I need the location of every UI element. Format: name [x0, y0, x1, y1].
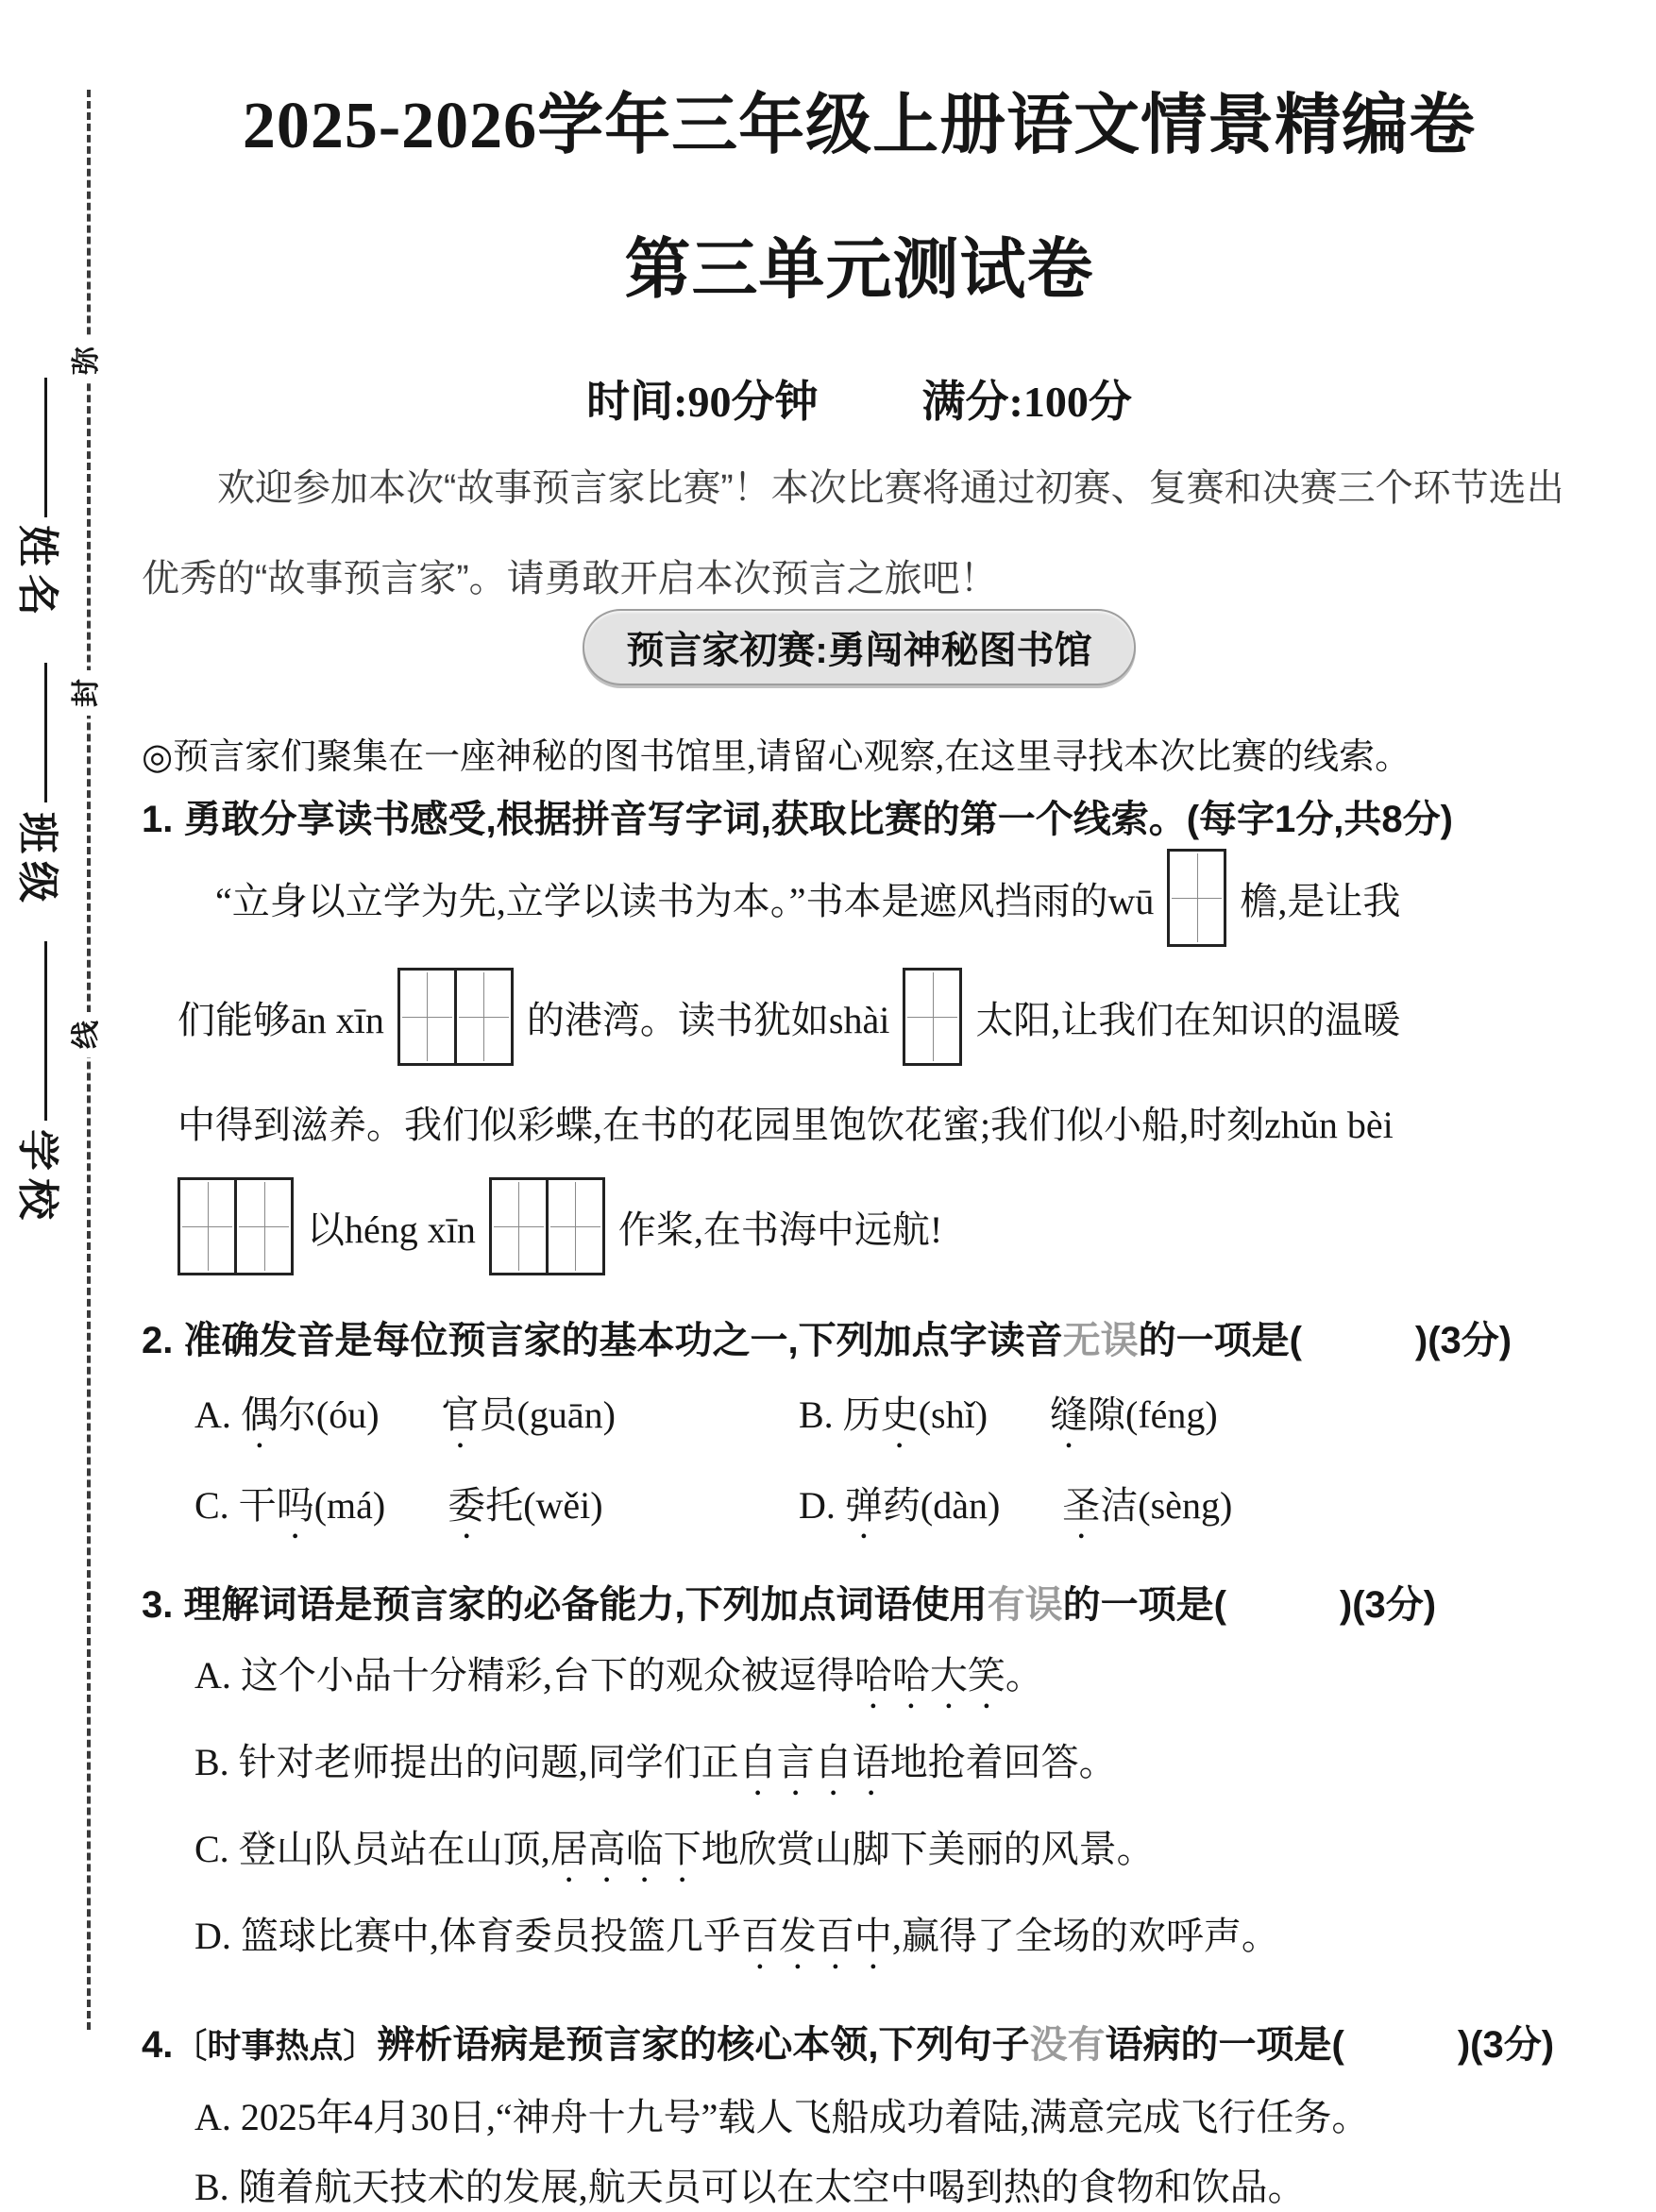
page-subtitle: 第三单元测试卷: [624, 234, 1094, 307]
writing-grid-shai: [903, 968, 962, 1066]
q3-stem-text: 3. 理解词语是预言家的必备能力,下列加点词语使用: [142, 1584, 988, 1626]
question-1-body: [177, 845, 1577, 1285]
q4-stem-text: 辨析语病是预言家的核心本领,下列句子: [377, 2024, 1030, 2066]
q1-text: 檐,是让我: [1240, 879, 1401, 922]
question-1-stem: 1. 勇敢分享读书感受,根据拼音写字词,获取比赛的第一个线索。(每字1分,共8分): [142, 799, 1453, 840]
exam-meta-row: [142, 367, 1577, 430]
q4-stem-text-end: 语病的一项是( )(3分): [1105, 2024, 1555, 2066]
q1-text: 的港湾。读书犹如shài: [526, 998, 890, 1041]
q3-stem-highlight: 有误: [987, 1584, 1063, 1626]
q2-stem-text-end: 的一项是( )(3分): [1138, 1320, 1512, 1361]
q1-line-4: [177, 1168, 1577, 1285]
q4-stem-number: 4.: [142, 2024, 174, 2066]
section-note: ◎预言家们聚集在一座神秘的图书馆里,请留心观察,在这里寻找本次比赛的线索。: [142, 737, 1411, 777]
exam-content: [142, 90, 1577, 2212]
q3-option-d: D. 篮球比赛中,体育委员投篮几乎百发百中,赢得了全场的欢呼声。: [194, 1915, 1279, 1957]
q4-option-b: B. 随着航天技术的发展,航天员可以在太空中喝到热的食物和饮品。: [194, 2166, 1306, 2208]
q2-option-row-1: [194, 1391, 1577, 1457]
q1-text: 们能够ān xīn: [177, 998, 384, 1041]
q3-option-b: B. 针对老师提出的问题,同学们正自言自语地抢着回答。: [194, 1741, 1117, 1783]
q4-topic-tag: 〔时事热点〕: [173, 2027, 378, 2065]
writing-grid-anxin: [397, 968, 514, 1066]
writing-grid-zhunbei: [177, 1177, 294, 1275]
q2-option-b: B. 历史(shǐ) 缝隙(féng): [799, 1393, 1218, 1436]
writing-grid-hengxin: [489, 1177, 605, 1275]
q1-line-3: 中得到滋养。我们似彩蝶,在书的花园里饱饮花蜜;我们似小船,时刻zhǔn bèi: [177, 1104, 1394, 1146]
q4-option-a: A. 2025年4月30日,“神舟十九号”载人飞船成功着陆,满意完成飞行任务。: [194, 2096, 1370, 2138]
q1-text: “立身以立学为先,立学以读书为本。”书本是遮风挡雨的wū: [215, 879, 1155, 922]
seal-char-feng: 封: [64, 670, 110, 716]
q2-option-a: A. 偶尔(óu) 官员(guān): [194, 1393, 616, 1436]
class-blank-line: [44, 663, 47, 802]
writing-grid-wu: [1167, 849, 1226, 947]
school-blank-line: [44, 941, 47, 1121]
q3-option-a: A. 这个小品十分精彩,台下的观众被逗得哈哈大笑。: [194, 1654, 1043, 1697]
q2-option-c: C. 干吗(má) 委托(wěi): [194, 1484, 603, 1527]
q1-line-1: [177, 845, 1577, 951]
seal-char-mi: 弥: [64, 338, 110, 383]
q2-option-row-2: [194, 1481, 1577, 1547]
class-field-label: 班级: [14, 812, 60, 910]
q2-stem-text: 2. 准确发音是每位预言家的基本功之一,下列加点字读音: [142, 1320, 1063, 1361]
q1-line-2: [177, 951, 1577, 1083]
question-4-stem: [142, 2019, 1577, 2070]
name-field-label: 姓名: [14, 525, 60, 623]
section-badge: 预言家初赛:勇闯神秘图书馆: [583, 609, 1135, 685]
exam-total-score: 满分:100分: [921, 378, 1132, 426]
question-2-stem: [142, 1315, 1577, 1366]
school-field-label: 学校: [14, 1129, 60, 1227]
q2-stem-highlight: 无误: [1062, 1320, 1139, 1361]
intro-paragraph: 欢迎参加本次“故事预言家比赛”！本次比赛将通过初赛、复赛和决赛三个环节选出优秀的“故事预言家”。请勇敢开启本次预言之旅吧！: [142, 467, 1564, 599]
q3-option-c: C. 登山队员站在山顶,居高临下地欣赏山脚下美丽的风景。: [194, 1828, 1155, 1870]
q1-text: 作桨,在书海中远航!: [617, 1207, 943, 1251]
question-3-stem: [142, 1579, 1577, 1630]
page-title: 2025-2026学年三年级上册语文情景精编卷: [242, 90, 1477, 162]
q3-stem-text-end: 的一项是( )(3分): [1062, 1584, 1437, 1626]
q1-text: 太阳,让我们在知识的温暖: [975, 998, 1401, 1041]
name-blank-line: [44, 378, 47, 517]
q4-stem-highlight: 没有: [1029, 2024, 1106, 2066]
q2-option-d: D. 弹药(dàn) 圣洁(sèng): [799, 1484, 1233, 1527]
exam-duration: 时间:90分钟: [586, 378, 819, 426]
seal-char-xian: 线: [64, 1012, 110, 1057]
q1-text: 以héng xīn: [307, 1207, 476, 1251]
